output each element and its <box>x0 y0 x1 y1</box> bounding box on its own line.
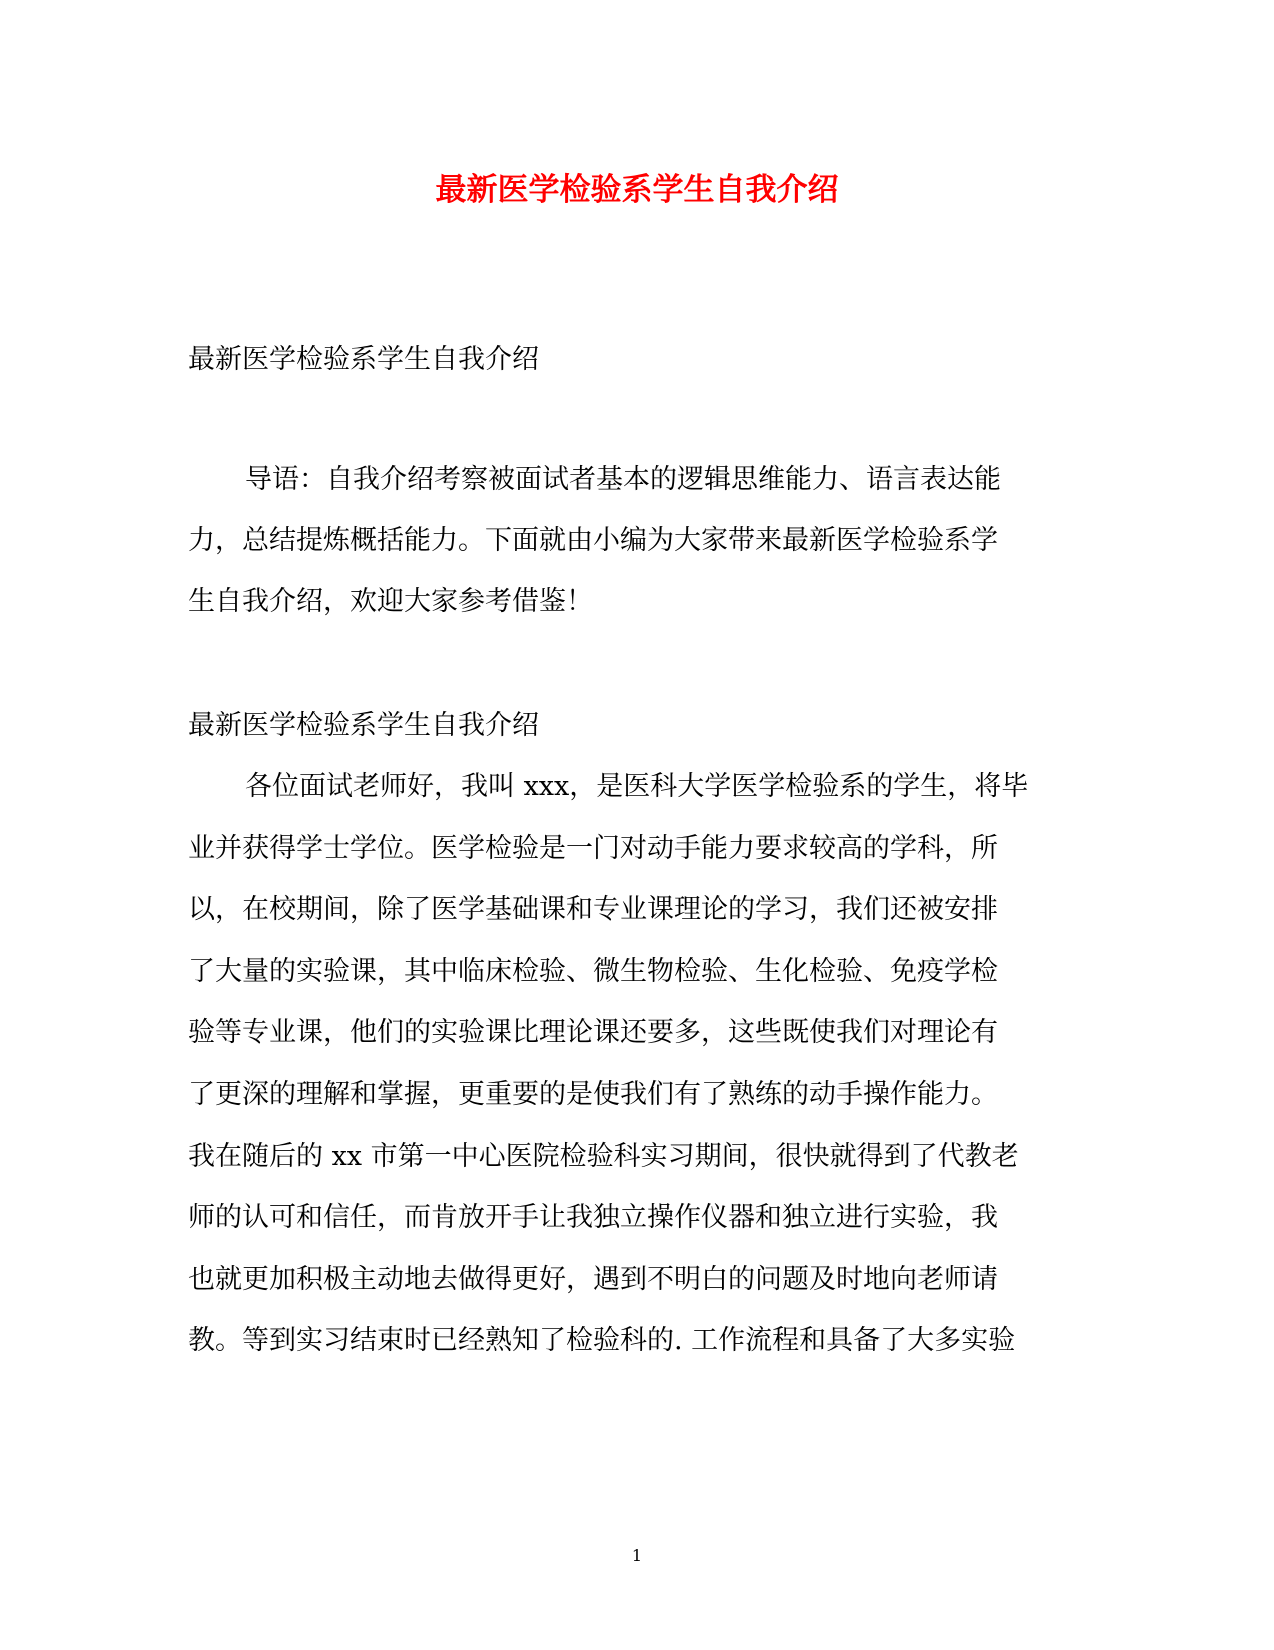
body-line: 教。等到实习结束时已经熟知了检验科的. 工作流程和具备了大多实验 <box>188 1325 1016 1356</box>
body-line: 我在随后的 xx 市第一中心医院检验科实习期间，很快就得到了代教老 <box>188 1141 1019 1172</box>
body-line: 以，在校期间，除了医学基础课和专业课理论的学习，我们还被安排 <box>188 894 998 925</box>
intro-line: 导语：自我介绍考察被面试者基本的逻辑思维能力、语言表达能 <box>245 464 1001 495</box>
document-title: 最新医学检验系学生自我介绍 <box>435 172 839 208</box>
intro-line: 力，总结提炼概括能力。下面就由小编为大家带来最新医学检验系学 <box>188 525 998 556</box>
intro-line: 生自我介绍，欢迎大家参考借鉴！ <box>188 586 593 617</box>
body-line: 业并获得学士学位。医学检验是一门对动手能力要求较高的学科，所 <box>188 833 998 864</box>
body-line: 各位面试老师好，我叫 xxx，是医科大学医学检验系的学生，将毕 <box>245 771 1029 802</box>
body-line: 了大量的实验课，其中临床检验、微生物检验、生化检验、免疫学检 <box>188 956 998 987</box>
section-heading: 最新医学检验系学生自我介绍 <box>188 344 539 375</box>
body-line: 师的认可和信任，而肯放开手让我独立操作仪器和独立进行实验，我 <box>188 1202 998 1233</box>
body-line: 了更深的理解和掌握，更重要的是使我们有了熟练的动手操作能力。 <box>188 1079 998 1110</box>
section-heading: 最新医学检验系学生自我介绍 <box>188 710 539 741</box>
body-line: 也就更加积极主动地去做得更好，遇到不明白的问题及时地向老师请 <box>188 1264 998 1295</box>
page-number: 1 <box>631 1546 643 1565</box>
body-line: 验等专业课，他们的实验课比理论课还要多，这些既使我们对理论有 <box>188 1017 998 1048</box>
